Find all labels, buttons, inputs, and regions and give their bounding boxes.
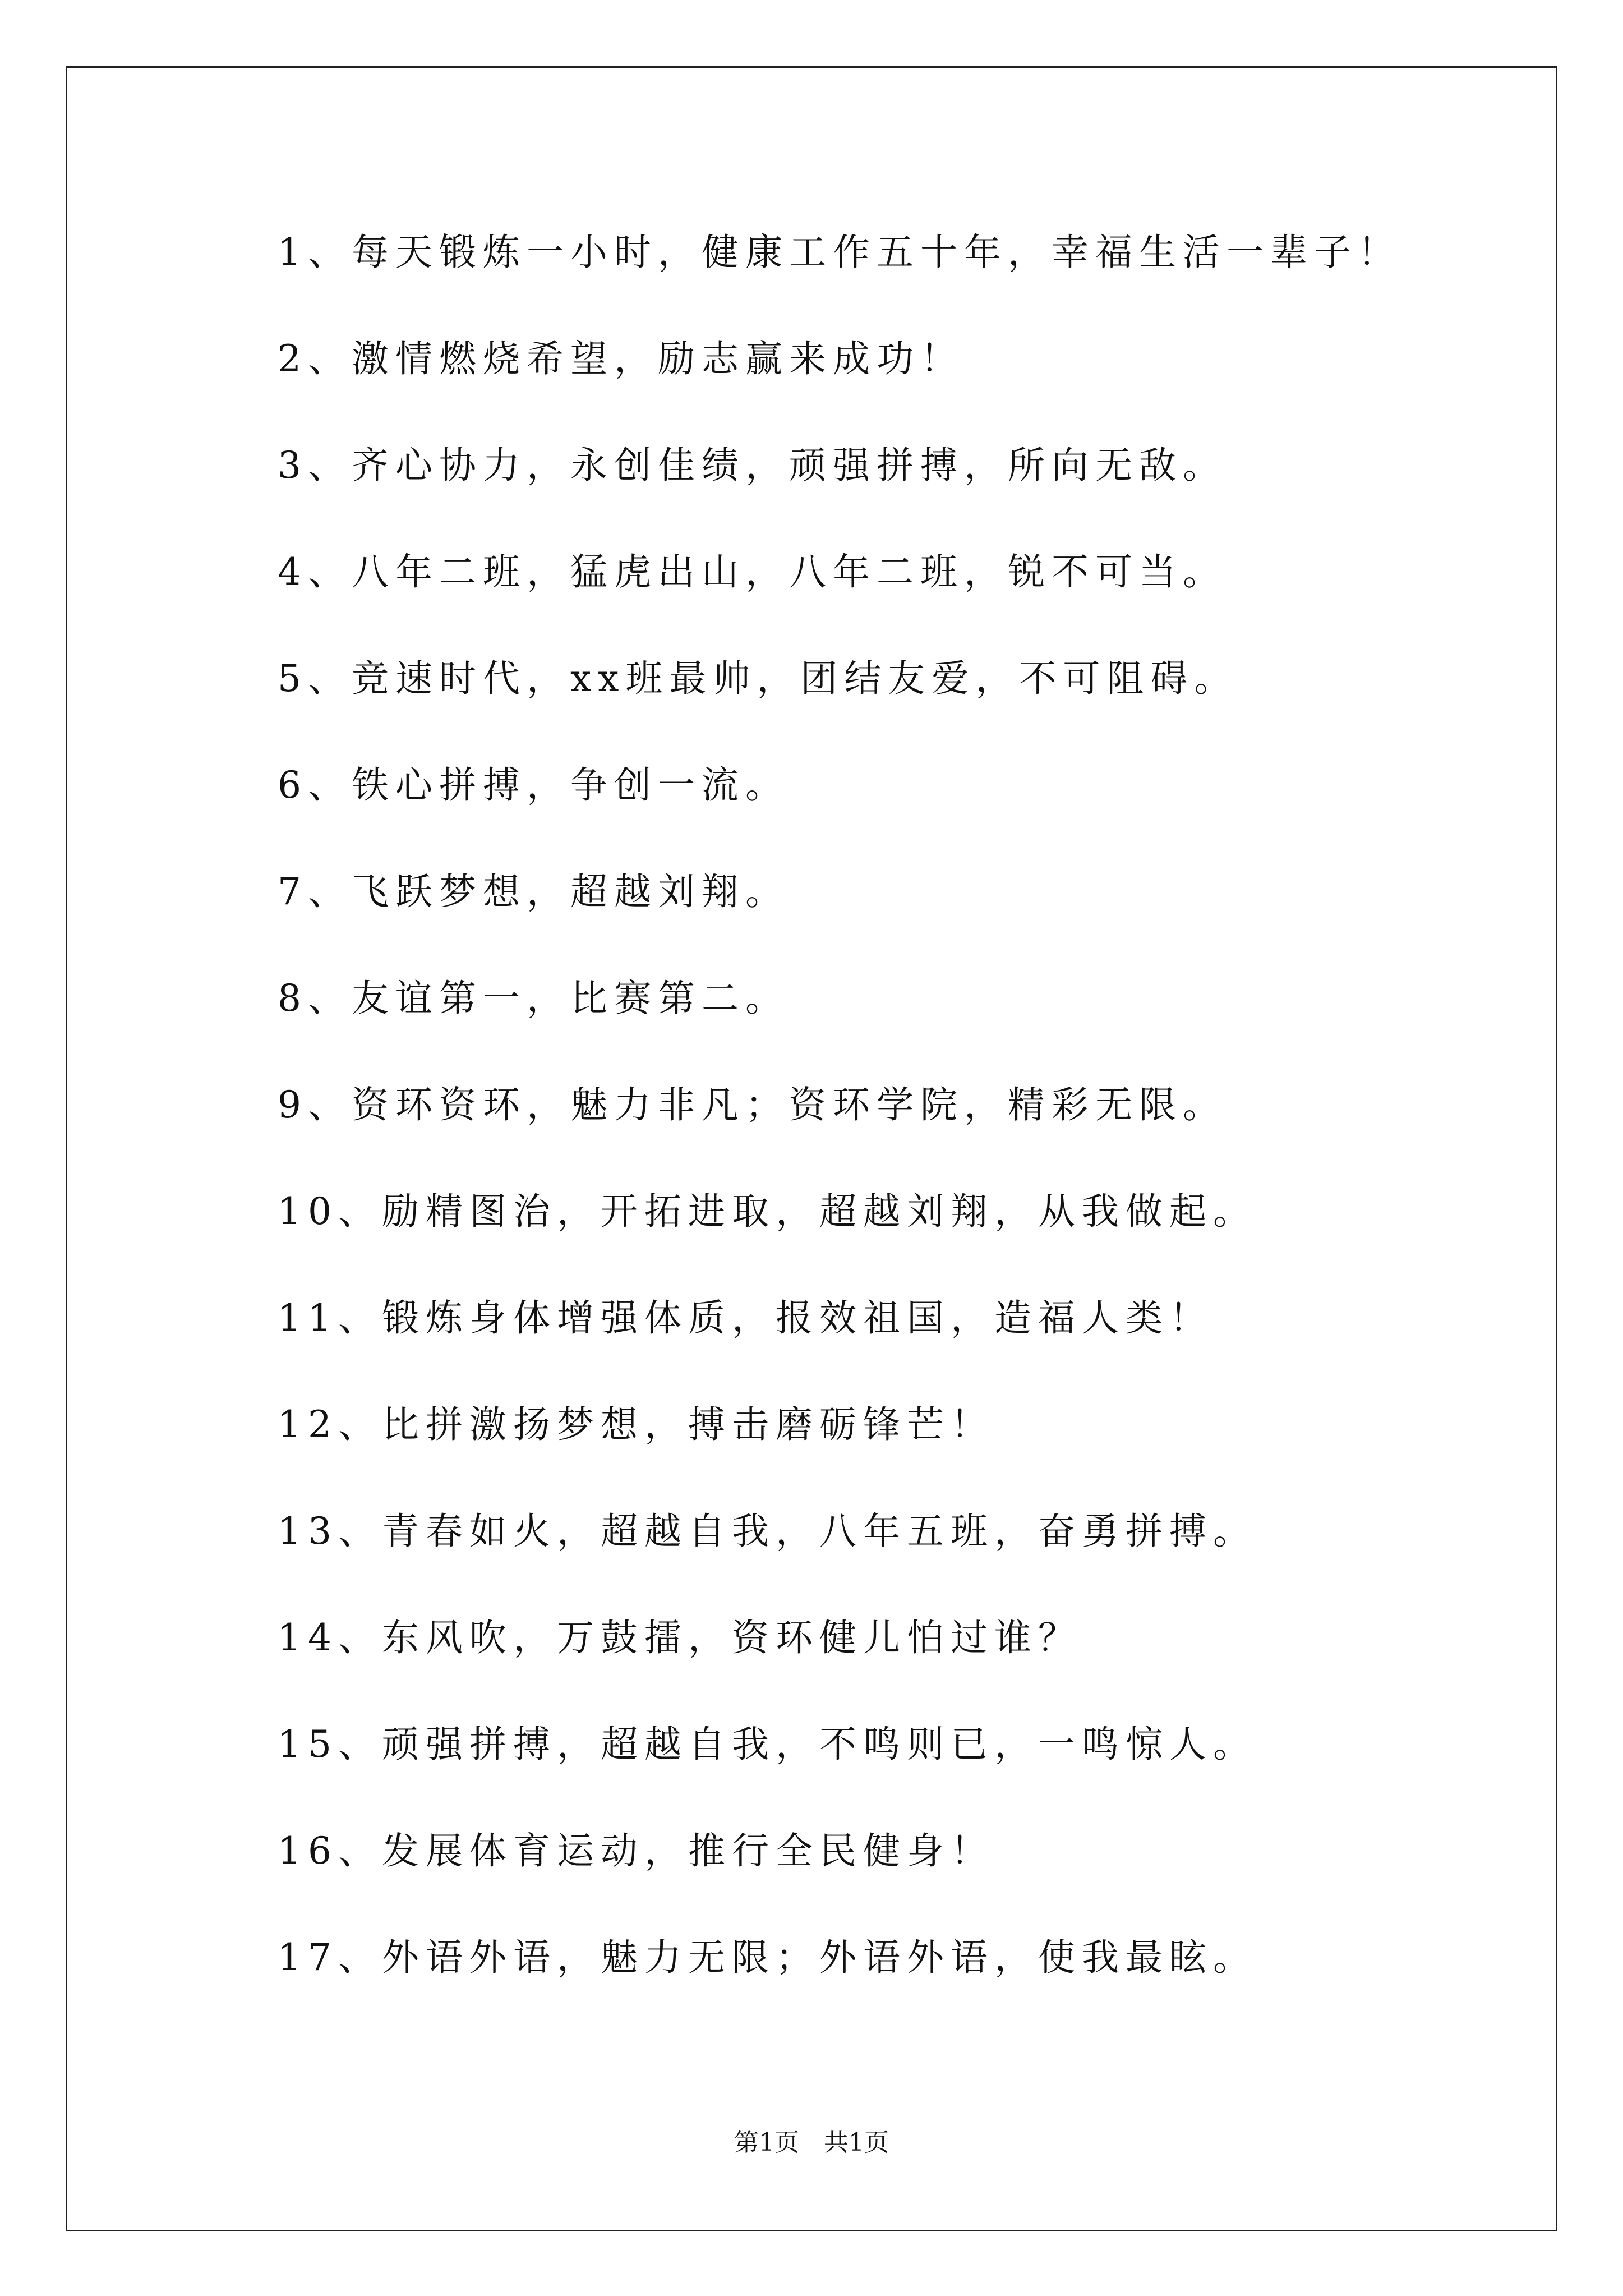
slogan-line-14: 14、东风吹，万鼓擂，资环健儿怕过谁？ — [278, 1616, 1082, 1659]
slogan-line-2: 2、激情燃烧希望，励志赢来成功！ — [278, 337, 964, 380]
slogan-line-6: 6、铁心拼搏，争创一流。 — [278, 763, 789, 807]
slogan-line-5: 5、竞速时代，xx班最帅，团结友爱，不可阻碍。 — [278, 657, 1238, 700]
slogan-line-10: 10、励精图治，开拓进取，超越刘翔，从我做起。 — [278, 1190, 1257, 1233]
slogan-line-12: 12、比拼激扬梦想，搏击磨砺锋芒！ — [278, 1403, 994, 1446]
slogan-line-1: 1、每天锻炼一小时，健康工作五十年，幸福生活一辈子！ — [278, 231, 1401, 274]
slogan-line-4: 4、八年二班，猛虎出山，八年二班，锐不可当。 — [278, 550, 1227, 593]
slogan-line-11: 11、锻炼身体增强体质，报效祖国，造福人类！ — [278, 1296, 1213, 1340]
slogan-line-17: 17、外语外语，魅力无限；外语外语，使我最眩。 — [278, 1936, 1257, 1979]
slogan-line-9: 9、资环资环，魅力非凡；资环学院，精彩无限。 — [278, 1083, 1227, 1126]
slogan-line-8: 8、友谊第一，比赛第二。 — [278, 977, 789, 1020]
slogan-line-3: 3、齐心协力，永创佳绩，顽强拼搏，所向无敌。 — [278, 444, 1227, 487]
slogan-line-13: 13、青春如火，超越自我，八年五班，奋勇拼搏。 — [278, 1510, 1257, 1553]
slogan-line-16: 16、发展体育运动，推行全民健身！ — [278, 1829, 994, 1872]
page-footer: 第1页 共1页 — [734, 2128, 889, 2157]
slogan-list — [278, 224, 1511, 2036]
slogan-line-15: 15、顽强拼搏，超越自我，不鸣则已，一鸣惊人。 — [278, 1723, 1257, 1766]
slogan-line-7: 7、飞跃梦想，超越刘翔。 — [278, 870, 789, 913]
